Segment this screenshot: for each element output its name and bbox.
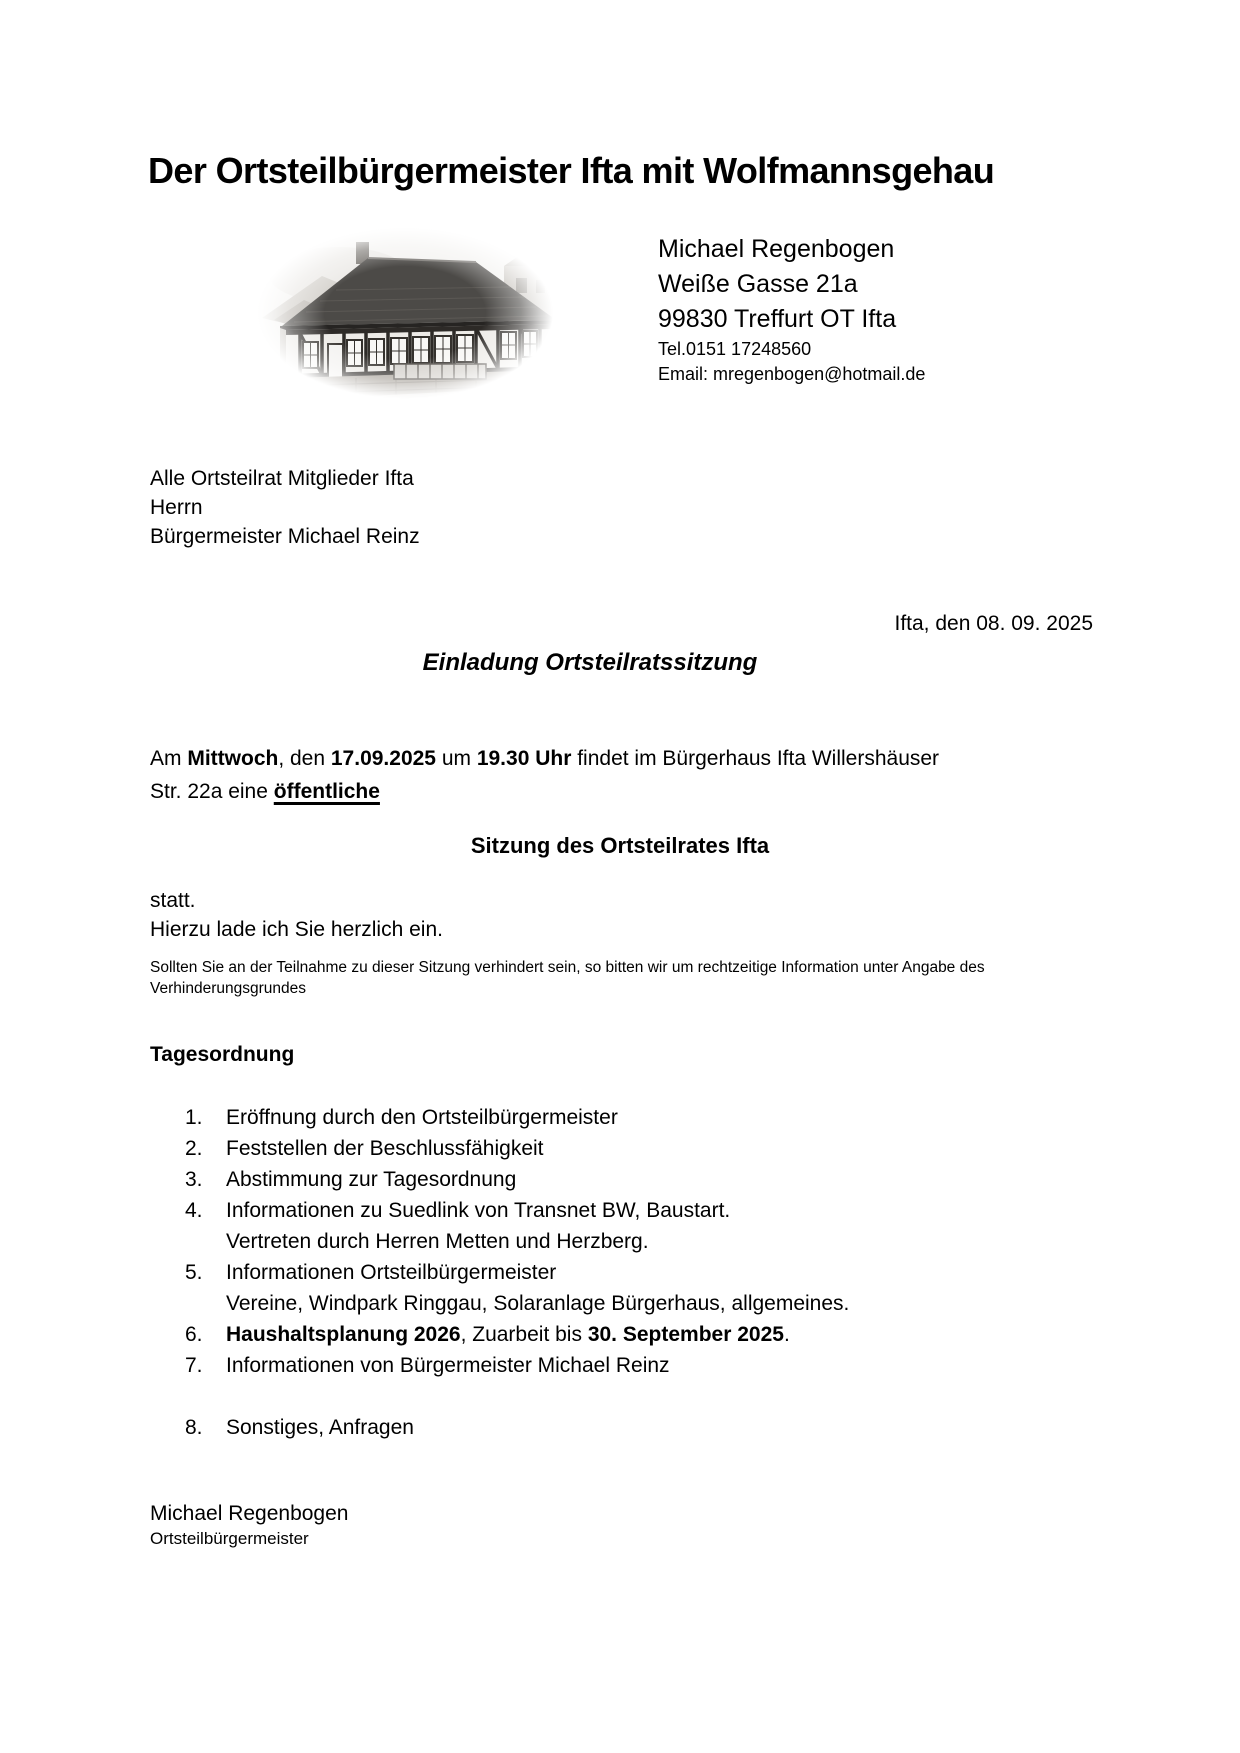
sender-name: Michael Regenbogen	[658, 235, 895, 263]
agenda-item	[185, 1319, 849, 1350]
text-run: Str. 22a eine	[150, 780, 274, 803]
text-run: 19.30 Uhr	[476, 747, 572, 770]
house-photo	[244, 220, 566, 406]
text-run: Mittwoch	[187, 747, 279, 770]
agenda-item-number: 7.	[185, 1354, 203, 1377]
agenda-item	[185, 1102, 849, 1133]
absence-note: Sollten Sie an der Teilnahme zu dieser Sitzung verhindert sein, so bitten wir um rechtzeitige Information unter Angabe des Verhinderungsgrundes	[150, 959, 985, 997]
agenda-item	[185, 1133, 849, 1164]
agenda-item	[185, 1195, 849, 1257]
sender-email: Email: mregenbogen@hotmail.de	[658, 364, 926, 384]
agenda-item-number: 6.	[185, 1323, 203, 1346]
agenda-item-line	[226, 1412, 849, 1443]
agenda-item-text	[226, 1195, 849, 1257]
closing-block	[150, 886, 443, 944]
agenda-item-text	[226, 1412, 849, 1443]
signature-role: Ortsteilbürgermeister	[150, 1529, 309, 1548]
agenda-heading: Tagesordnung	[150, 1043, 295, 1066]
agenda-item-line	[226, 1350, 849, 1381]
text-run: Informationen von Bürgermeister Michael Reinz	[226, 1354, 670, 1377]
text-run: Feststellen der Beschlussfähigkeit	[226, 1137, 544, 1160]
agenda-item	[185, 1257, 849, 1319]
agenda-item-text	[226, 1257, 849, 1319]
signature-name: Michael Regenbogen	[150, 1502, 349, 1525]
text-run: Informationen Ortsteilbürgermeister	[226, 1261, 557, 1284]
text-run: 17.09.2025	[330, 747, 436, 770]
agenda-item-text	[226, 1319, 849, 1350]
signature-block	[150, 1499, 348, 1550]
agenda-item-line	[226, 1195, 849, 1226]
agenda-item-number: 8.	[185, 1416, 203, 1439]
text-run: Vertreten durch Herren Metten und Herzberg.	[226, 1230, 649, 1253]
sender-street: Weiße Gasse 21a	[658, 270, 858, 298]
intro-paragraph	[150, 742, 939, 808]
text-run: um	[435, 747, 477, 770]
dateline: Ifta, den 08. 09. 2025	[894, 612, 1093, 635]
text-run: Haushaltsplanung 2026	[226, 1323, 461, 1346]
text-run: .	[783, 1323, 790, 1346]
sender-contact-block	[658, 232, 925, 387]
agenda-item-text	[226, 1102, 849, 1133]
agenda-item-line	[226, 1133, 849, 1164]
text-run: , Zuarbeit bis	[460, 1323, 588, 1346]
agenda-item	[185, 1164, 849, 1195]
page-title: Der Ortsteilbürgermeister Ifta mit Wolfmannsgehau	[148, 150, 995, 191]
text-run: Eröffnung durch den Ortsteilbürgermeister	[226, 1106, 618, 1129]
agenda-item-line	[226, 1102, 849, 1133]
agenda-item-number: 3.	[185, 1168, 203, 1191]
agenda-item	[185, 1350, 849, 1381]
agenda-item-line	[226, 1319, 849, 1350]
house-illustration	[244, 220, 566, 406]
text-run: , den	[278, 747, 331, 770]
closing-line: Hierzu lade ich Sie herzlich ein.	[150, 918, 443, 941]
agenda-item-line	[226, 1164, 849, 1195]
agenda-item-text	[226, 1164, 849, 1195]
agenda-item-number: 1.	[185, 1106, 203, 1129]
recipient-block	[150, 464, 420, 551]
text-run: findet im Bürgerhaus Ifta Willershäuser	[571, 747, 940, 770]
recipient-line: Bürgermeister Michael Reinz	[150, 525, 420, 548]
recipient-line: Alle Ortsteilrat Mitglieder Ifta	[150, 467, 414, 490]
recipient-line: Herrn	[150, 496, 203, 519]
text-run: Sonstiges, Anfragen	[226, 1416, 414, 1439]
agenda-item-text	[226, 1133, 849, 1164]
sender-city: 99830 Treffurt OT Ifta	[658, 305, 897, 333]
agenda-item-line	[226, 1257, 849, 1288]
closing-line: statt.	[150, 889, 196, 912]
agenda-item-text	[226, 1350, 849, 1381]
agenda-item-number: 5.	[185, 1261, 203, 1284]
subject-line: Einladung Ortsteilratssitzung	[422, 649, 758, 676]
text-run: Am	[150, 747, 188, 770]
agenda-item-number: 2.	[185, 1137, 203, 1160]
text-run: Vereine, Windpark Ringgau, Solaranlage Bürgerhaus, allgemeines.	[226, 1292, 850, 1315]
text-run: Informationen zu Suedlink von Transnet BW, Baustart.	[226, 1199, 731, 1222]
text-run: 30. September 2025	[587, 1323, 784, 1346]
agenda-item-line	[226, 1226, 849, 1257]
session-heading: Sitzung des Ortsteilrates Ifta	[470, 833, 770, 858]
sender-phone: Tel.0151 17248560	[658, 339, 812, 359]
agenda-item-line	[226, 1288, 849, 1319]
agenda-item-number: 4.	[185, 1199, 203, 1222]
text-run: Abstimmung zur Tagesordnung	[226, 1168, 517, 1191]
text-run: öffentliche	[273, 780, 380, 803]
agenda-item	[185, 1412, 849, 1443]
agenda-list	[185, 1102, 849, 1443]
